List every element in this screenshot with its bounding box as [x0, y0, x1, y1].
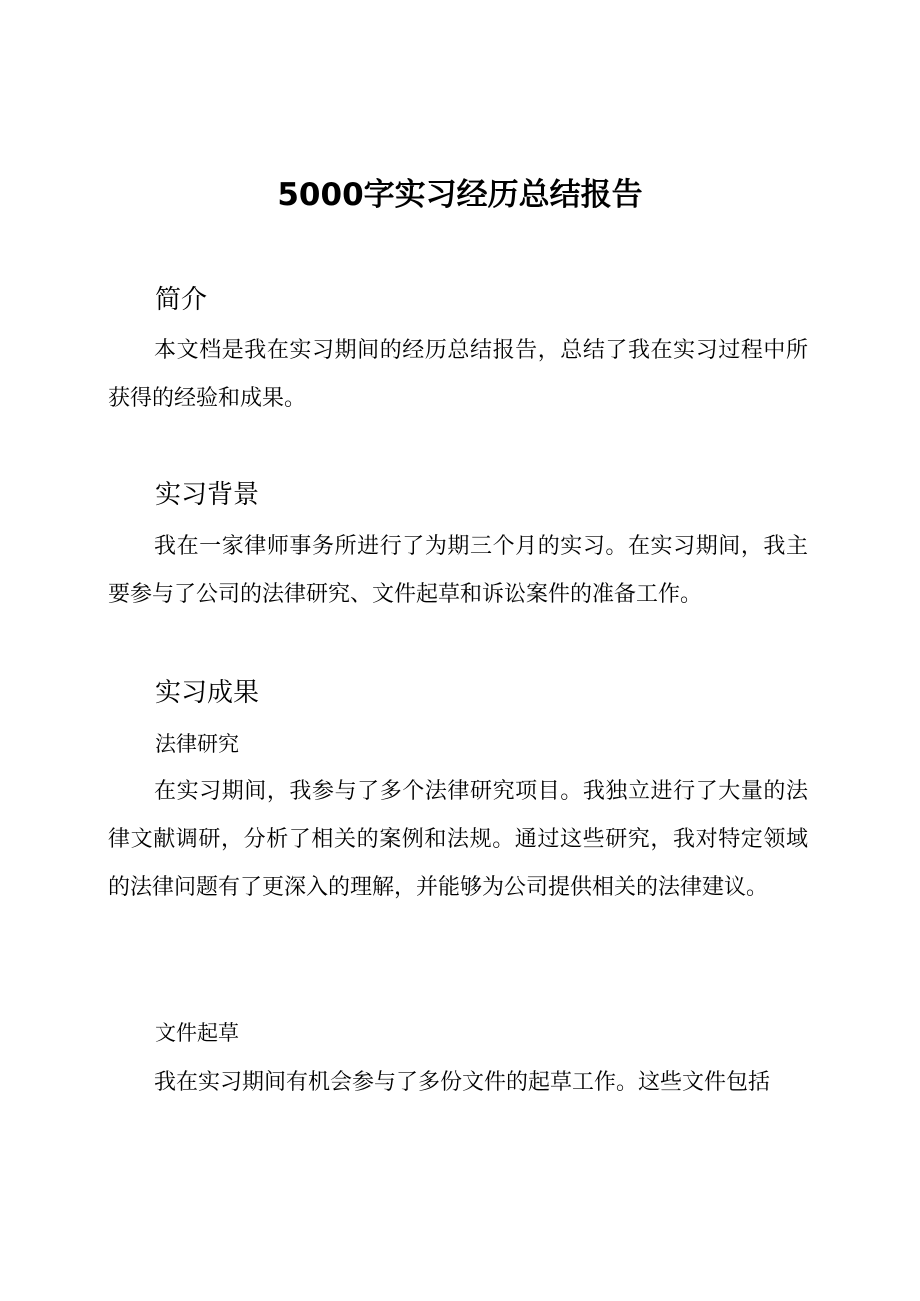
subsection-heading-document-drafting: 文件起草	[155, 1021, 239, 1045]
section-heading-intro: 简介	[155, 285, 208, 315]
section-heading-background: 实习背景	[155, 480, 260, 510]
document-title: 5000字实习经历总结报告	[277, 177, 643, 213]
subsection-heading-legal-research: 法律研究	[155, 732, 239, 756]
subsection-paragraph-legal-research: 在实习期间，我参与了多个法律研究项目。我独立进行了大量的法律文献调研，分析了相关的案例和法规。通过这些研究，我对特定领域的法律问题有了更深入的理解，并能够为公司提供相关的法律建议。	[108, 779, 808, 900]
section-heading-results: 实习成果	[155, 678, 260, 708]
section-paragraph-background: 我在一家律师事务所进行了为期三个月的实习。在实习期间，我主要参与了公司的法律研究、文件起草和诉讼案件的准备工作。	[108, 534, 808, 607]
section-paragraph-intro: 本文档是我在实习期间的经历总结报告，总结了我在实习过程中所获得的经验和成果。	[108, 338, 808, 411]
subsection-paragraph-document-drafting: 我在实习期间有机会参与了多份文件的起草工作。这些文件包括	[154, 1070, 771, 1095]
